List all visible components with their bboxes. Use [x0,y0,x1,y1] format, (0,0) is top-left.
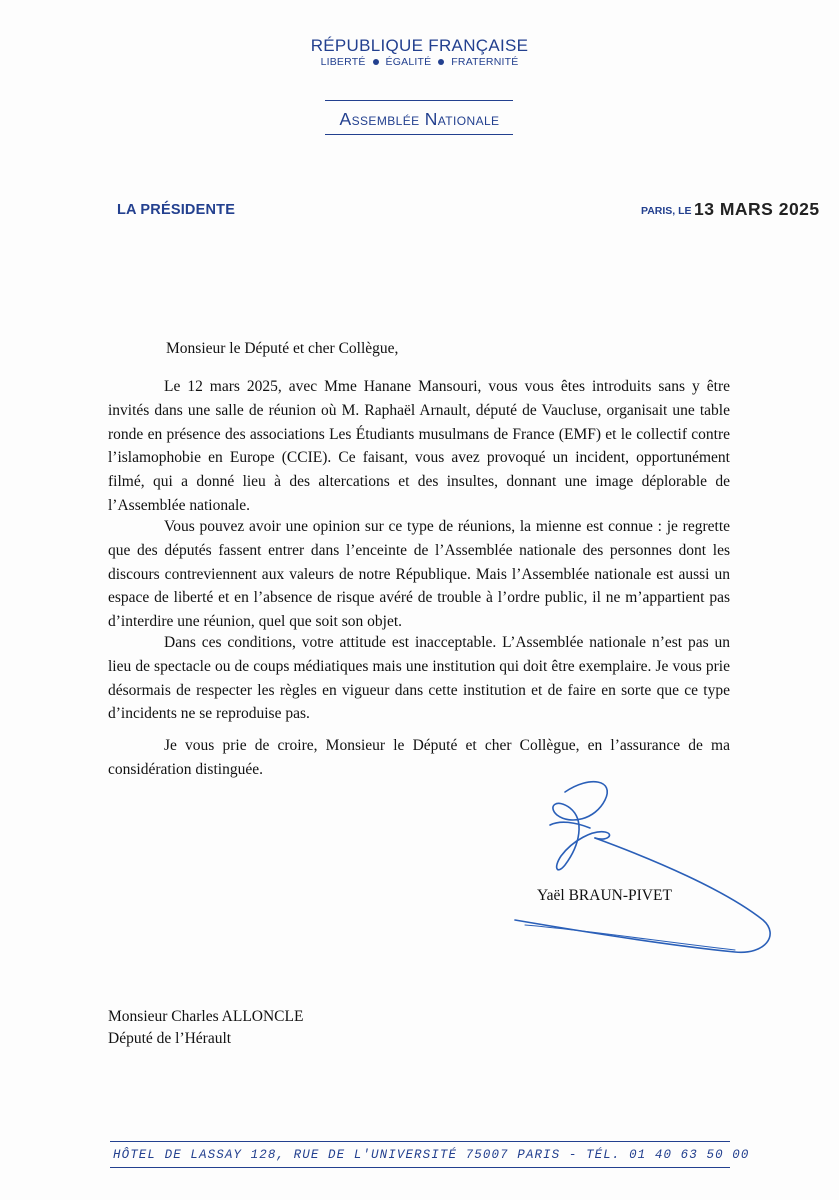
paragraph-text: Dans ces conditions, votre attitude est inacceptable. L’Assemblée nationale n’est pas un lieu de spectacle ou de coups médiatiques mais une institution qui doit être exemplaire. Je vous prie désormais de respecter les règles en vigueur dans cette institution et de faire en sorte que ce type d’incidents ne se reproduise pas. [108,634,730,723]
salutation: Monsieur le Député et cher Collègue, [166,340,399,357]
motto [0,56,839,68]
motto-liberte: LIBERTÉ [320,56,366,68]
sender-title: LA PRÉSIDENTE [117,202,236,218]
paragraph-2 [108,515,730,634]
paragraph-3 [108,631,730,726]
institution-name: Assemblée Nationale [339,109,500,129]
footer-rule-top [110,1141,730,1142]
header-rule-top [325,100,513,101]
letter-date: 13 MARS 2025 [694,199,820,219]
header-rule-bottom [325,134,513,135]
signatory-name: Yaël BRAUN-PIVET [537,887,672,904]
footer-address: HÔTEL DE LASSAY 128, RUE DE L'UNIVERSITÉ 75007 PARIS - TÉL. 01 40 63 50 00 [113,1148,750,1162]
recipient-role: Député de l’Hérault [108,1030,232,1047]
place-label: PARIS, LE [641,205,692,217]
motto-dot-icon [438,59,444,65]
paragraph-text: Je vous prie de croire, Monsieur le Député et cher Collègue, en l’assurance de ma considération distinguée. [108,737,730,778]
paragraph-1 [108,375,730,518]
motto-egalite: ÉGALITÉ [385,56,432,68]
handwritten-signature [495,770,785,970]
republic-heading: RÉPUBLIQUE FRANÇAISE [310,36,529,55]
motto-fraternite: FRATERNITÉ [451,56,519,68]
recipient-name: Monsieur Charles ALLONCLE [108,1008,304,1025]
motto-dot-icon [373,59,379,65]
paragraph-text: Le 12 mars 2025, avec Mme Hanane Mansouri, vous vous êtes introduits sans y être invités dans une salle de réunion où M. Raphaël Arnault, député de Vaucluse, organisait une table ronde en présence des associations Les Étudiants musulmans de France (EMF) et le collectif contre l’islamophobie en Europe (CCIE). Ce faisant, vous avez provoqué un incident, opportunément filmé, qui a donné lieu à des altercations et des insultes, donnant une image déplorable de l’Assemblée nationale. [108,378,730,514]
paragraph-text: Vous pouvez avoir une opinion sur ce type de réunions, la mienne est connue : je regrette que des députés fassent entrer dans l’enceinte de l’Assemblée nationale des personnes dont les discours contreviennent aux valeurs de notre République. Mais l’Assemblée nationale est aussi un espace de liberté et en l’absence de risque avéré de trouble à l’ordre public, il ne m’appartient pas d’interdire une réunion, quel que soit son objet. [108,518,730,631]
recipient-block [108,1006,303,1050]
footer-rule-bottom [110,1167,730,1168]
